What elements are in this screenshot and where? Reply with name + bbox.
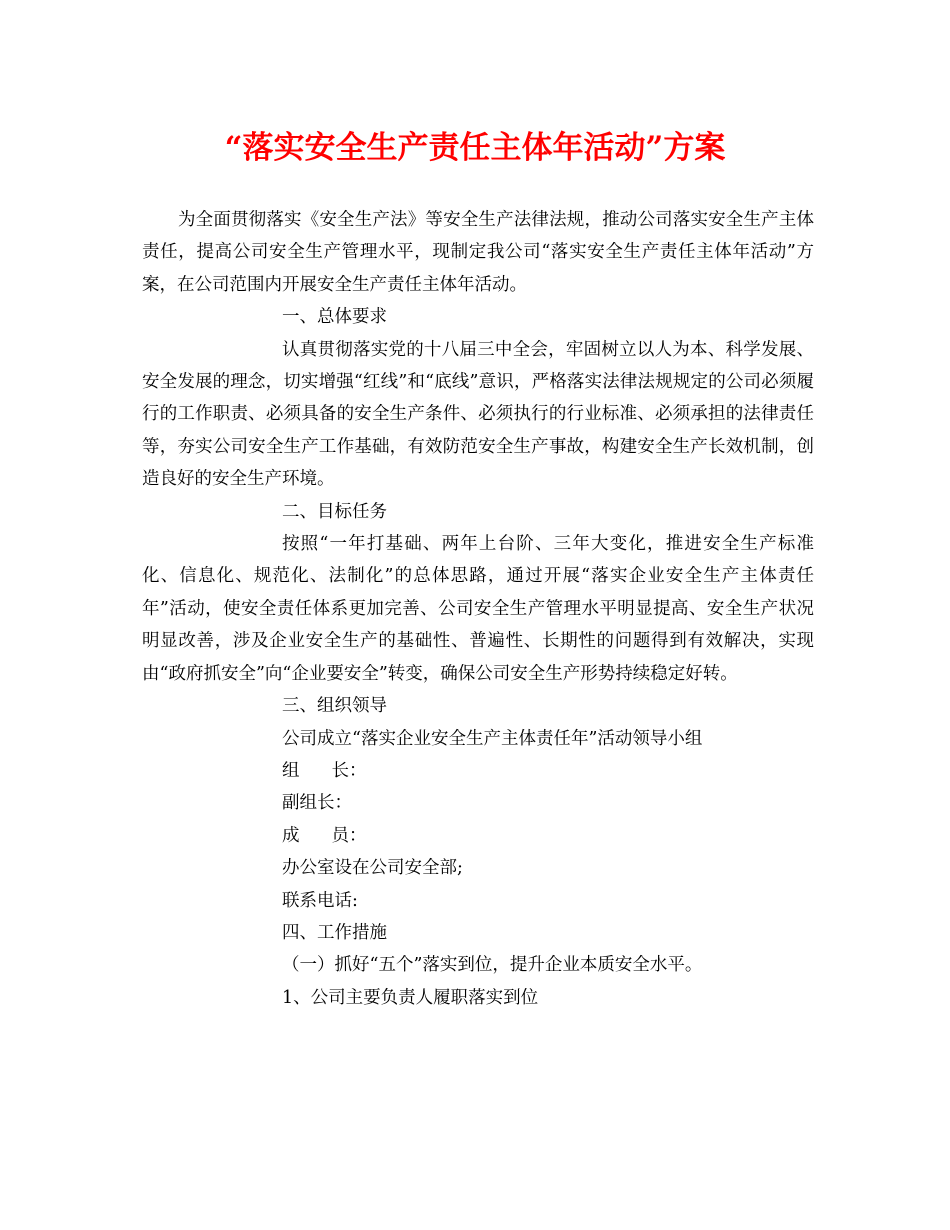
intro-paragraph: 为全面贯彻落实《安全生产法》等安全生产法律法规，推动公司落实安全生产主体责任，提高公司安全生产管理水平，现制定我公司“落实安全生产责任主体年活动”方案，在公司范围内开展安全生产责任主体年活动。 (142, 210, 814, 295)
leader-label-a: 组 (282, 760, 300, 781)
section-1-heading: 一、总体要求 (282, 307, 387, 328)
leader-line (142, 755, 814, 787)
document-title: “落实安全生产责任主体年活动”方案 (224, 130, 726, 166)
section-1-paragraph: 认真贯彻落实党的十八届三中全会，牢固树立以人为本、科学发展、安全发展的理念，切实增强“红线”和“底线”意识，严格落实法律法规规定的公司必须履行的工作职责、必须具备的安全生产条件、必须执行的行业标准、必须承担的法律责任等，夯实公司安全生产工作基础，有效防范安全生产事故，构建安全生产长效机制，创造良好的安全生产环境。 (142, 339, 814, 490)
section-3-heading: 三、组织领导 (282, 696, 387, 717)
section-4-subheading-1: （一）抓好“五个”落实到位，提升企业本质安全水平。 (282, 955, 703, 976)
section-4-heading: 四、工作措施 (282, 922, 387, 943)
member-label-a: 成 (282, 825, 300, 846)
phone-line: 联系电话: (282, 890, 358, 911)
document-body (142, 204, 814, 1014)
leader-label-b: 长： (331, 760, 367, 781)
office-line: 办公室设在公司安全部; (282, 858, 463, 879)
deputy-line: 副组长： (282, 793, 352, 814)
section-2-paragraph: 按照“一年打基础、两年上台阶、三年大变化，推进安全生产标准化、信息化、规范化、法制化”的总体思路，通过开展“落实企业安全生产主体责任年”活动，使安全责任体系更加完善、公司安全生产管理水平明显提高、安全生产状况明显改善，涉及企业安全生产的基础性、普遍性、长期性的问题得到有效解决，实现由“政府抓安全”向“企业要安全”转变，确保公司安全生产形势持续稳定好转。 (142, 534, 814, 684)
section-2-heading: 二、目标任务 (282, 501, 387, 522)
member-line (142, 820, 814, 852)
section-4-item-1: 1、公司主要负责人履职落实到位 (282, 987, 539, 1008)
member-label-b: 员： (331, 825, 367, 846)
section-3-line-group: 公司成立“落实企业安全生产主体责任年”活动领导小组 (282, 728, 703, 749)
